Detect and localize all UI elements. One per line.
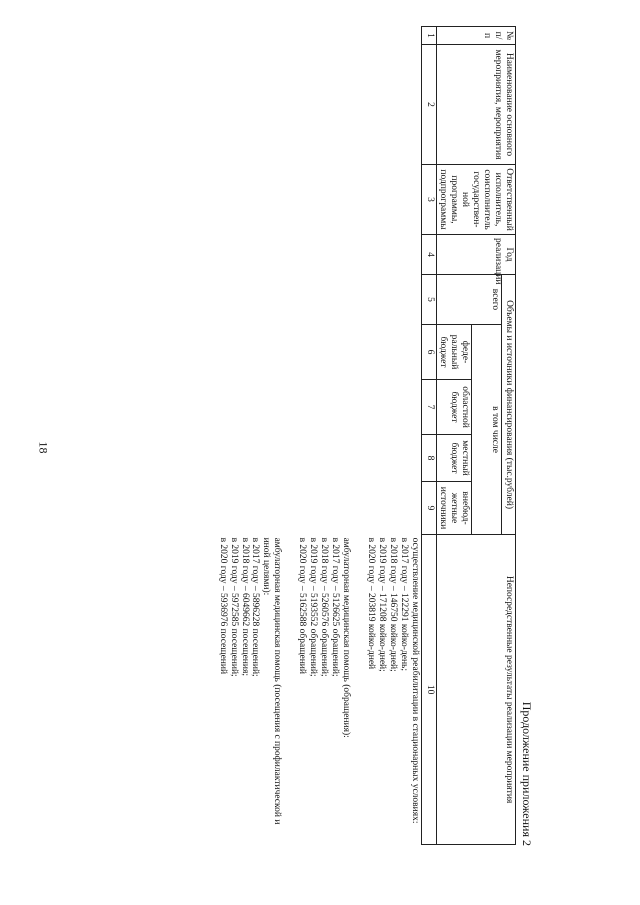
column-number: 6 bbox=[421, 325, 436, 380]
column-number: 7 bbox=[421, 380, 436, 435]
header-row-1 bbox=[502, 27, 516, 845]
header-number: № п/п bbox=[436, 27, 515, 45]
program-table bbox=[202, 26, 516, 845]
header-results: Непосредственные результаты реализации мероприятия bbox=[436, 535, 515, 845]
header-including: в том числе bbox=[472, 325, 502, 535]
continuation-label: Продолжение приложения 2 bbox=[520, 701, 534, 846]
column-number: 5 bbox=[421, 275, 436, 325]
header-year: Год реализации bbox=[436, 235, 515, 275]
column-number: 1 bbox=[421, 27, 436, 45]
table-row bbox=[202, 27, 421, 845]
header-extrabudget: внебюд-жетные источники bbox=[436, 482, 472, 535]
rotated-page-content bbox=[50, 26, 534, 846]
result-block-rehabilitation: осуществление медицинской реабилитации в стационарных условиях: в 2017 году – 122291 койко-день; в 2018 году – 146750 койко-дней; в 2019 году – 171208 койко-дней; в 2020 году – 203819 койко-дней bbox=[365, 537, 420, 824]
column-number: 10 bbox=[421, 535, 436, 845]
result-block-preventive-visits: амбулаторная медицинская помощь (посещения с профилактической и иной целями): в 2017 году – 5896228 посещений; в 2018 году – 6049662 посещения; в 2019 году – 5972585 посещений; в 2020 году – 5936976 посещений bbox=[217, 537, 283, 825]
column-number: 3 bbox=[421, 165, 436, 235]
column-number: 4 bbox=[421, 235, 436, 275]
header-federal: феде-ральный бюджет bbox=[436, 325, 472, 380]
header-responsible: Ответственный исполнитель, соисполнитель государствен-ной программы, подпрограммы bbox=[436, 165, 515, 235]
header-funding: Объемы и источники финансирования (тыс.рублей) bbox=[502, 275, 516, 535]
results-cell bbox=[202, 535, 421, 845]
column-number: 9 bbox=[421, 482, 436, 535]
header-activity-name: Наименование основного мероприятия, мероприятия bbox=[436, 45, 515, 165]
header-regional: областной бюджет bbox=[436, 380, 472, 435]
column-numbers-row bbox=[421, 27, 436, 845]
page-number: 18 bbox=[36, 441, 51, 454]
header-local: местный бюджет bbox=[436, 435, 472, 482]
result-block-outpatient-visits: амбулаторная медицинская помощь (обращения): в 2017 году – 5126625 обращений; в 2018 году – 5260576 обращений; в 2019 году – 5193552 обращений; в 2020 году – 5162588 обращений bbox=[297, 537, 351, 738]
column-number: 8 bbox=[421, 435, 436, 482]
column-number: 2 bbox=[421, 45, 436, 165]
header-total: всего bbox=[436, 275, 502, 325]
